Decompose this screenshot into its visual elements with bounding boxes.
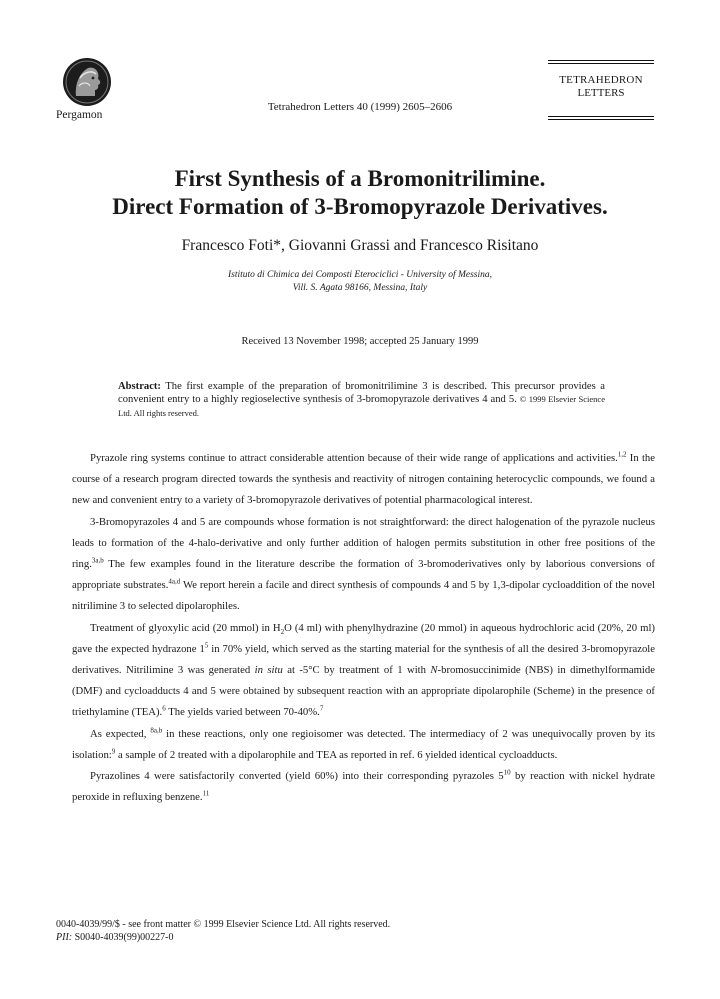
publisher-name: Pergamon bbox=[56, 109, 103, 121]
paragraph-4 bbox=[72, 724, 655, 766]
p3-text-e: -bromosuccinimide (NBS) in dimethylformamide (DMF) and cycloadducts 4 and 5 were obtained by subsequent reaction with an appropriate dipolarophile (Scheme) in the presence of triethylamine (TEA). bbox=[72, 664, 655, 719]
abstract bbox=[118, 380, 605, 420]
p2-ref-2: 4a,d bbox=[168, 577, 181, 586]
p3-in-situ: in situ bbox=[254, 664, 283, 677]
paragraph-1 bbox=[72, 448, 655, 512]
p5-ref-2: 11 bbox=[202, 789, 210, 798]
p4-ref-1: 8a,b bbox=[150, 726, 163, 735]
body-text bbox=[72, 448, 655, 808]
p3-n-italic: N bbox=[430, 664, 438, 677]
p5-text-a: Pyrazolines 4 were satisfactorily converted (yield 60%) into their corresponding pyrazoles 5 bbox=[90, 770, 504, 783]
p1-text-b: In the course of a research program directed towards the synthesis and reactivity of nitrogen containing heterocyclic compounds, we found a new and convenient entry to a variety of 3-bromopyrazole derivatives of potential pharmacological interest. bbox=[72, 452, 655, 507]
footer-copyright: 0040-4039/99/$ - see front matter © 1999 Elsevier Science Ltd. All rights reserved. bbox=[56, 919, 391, 930]
pii-label: PII: bbox=[56, 932, 73, 943]
brand-rule-top-2 bbox=[548, 63, 654, 64]
p3-ref-2: 6 bbox=[162, 704, 166, 713]
paper-title-line-2: Direct Formation of 3-Bromopyrazole Derivatives. bbox=[112, 194, 608, 219]
p3-ref-3: 7 bbox=[319, 704, 324, 713]
p4-text-c: a sample of 2 treated with a dipolarophile and TEA as reported in ref. 6 yielded identical cycloadducts. bbox=[115, 748, 558, 761]
paragraph-5 bbox=[72, 766, 655, 808]
p3-text-c: in 70% yield, which served as the starting material for the synthesis of all the desired 3-bromopyrazole derivatives. Nitrilimine 3 was generated bbox=[72, 642, 656, 677]
p3-subscript: 2 bbox=[280, 627, 285, 636]
brand-line-2: LETTERS bbox=[577, 87, 625, 99]
p4-text-a: As expected, bbox=[90, 727, 151, 740]
p2-ref-1: 3a,b bbox=[91, 556, 104, 565]
affiliation-line-2: Vill. S. Agata 98166, Messina, Italy bbox=[292, 283, 428, 293]
footer-pii bbox=[56, 931, 390, 944]
p2-text-b: The few examples found in the literature describe the formation of 3-bromoderivatives only by laborious conversions of appropriate substrates. bbox=[72, 558, 655, 592]
p5-ref-1: 10 bbox=[503, 768, 511, 777]
paper-title-line-1: First Synthesis of a Bromonitrilimine. bbox=[174, 166, 546, 191]
journal-reference: Tetrahedron Letters 40 (1999) 2605–2606 bbox=[267, 101, 453, 113]
p1-text-a: Pyrazole ring systems continue to attract considerable attention because of their wide range of applications and activities. bbox=[90, 452, 618, 464]
authors: Francesco Foti*, Giovanni Grassi and Francesco Risitano bbox=[181, 237, 539, 254]
paragraph-3 bbox=[72, 618, 655, 724]
abstract-text: The first example of the preparation of bromonitrilimine 3 is described. This precursor provides a convenient entry to a highly regioselective synthesis of 3-bromopyrazole derivatives 4 and 5. bbox=[118, 381, 605, 406]
affiliation-line-1: Istituto di Chimica dei Composti Eterociclici - University of Messina, bbox=[227, 270, 493, 280]
journal-brand bbox=[548, 60, 654, 122]
p3-ref-1: 5 bbox=[204, 641, 209, 650]
brand-rule-top bbox=[548, 60, 654, 61]
p4-ref-2: 9 bbox=[111, 747, 116, 756]
paragraph-2 bbox=[72, 512, 655, 618]
p2-text-c: We report herein a facile and direct synthesis of compounds 4 and 5 by 1,3-dipolar cycloaddition of the novel nitrilimine 3 to selected dipolarophiles. bbox=[72, 579, 656, 613]
p3-text-f: The yields varied between 70-40%. bbox=[165, 706, 320, 719]
pii-value: S0040-4039(99)00227-0 bbox=[74, 932, 174, 943]
p1-ref-1: 1,2 bbox=[617, 450, 627, 459]
p4-text-b: in these reactions, only one regioisomer was detected. The intermediacy of 2 was unequivocally proven by its isolation: bbox=[72, 727, 655, 761]
brand-line-1: TETRAHEDRON bbox=[559, 74, 643, 86]
p5-text-b: by reaction with nickel hydrate peroxide in refluxing benzene. bbox=[72, 770, 655, 804]
p3-text-b: O (4 ml) with phenylhydrazine (20 mmol) in aqueous hydrochloric acid (20%, 20 ml) gave the expected hydrazone 1 bbox=[72, 621, 655, 655]
p2-text-a: 3-Bromopyrazoles 4 and 5 are compounds whose formation is not straightforward: the direct halogenation of the pyrazole nucleus leads to formation of the 4-halo-derivative and only further addition of halogen permits substitution in other free positions of the ring. bbox=[72, 515, 655, 571]
abstract-copyright: © 1999 Elsevier Science Ltd. All rights reserved. bbox=[118, 394, 605, 418]
abstract-label: Abstract: bbox=[118, 381, 161, 392]
p3-text-d: at -5°C by treatment of 1 with bbox=[282, 664, 431, 677]
brand-rule-bottom-2 bbox=[548, 119, 654, 120]
brand-rule-bottom bbox=[548, 116, 654, 117]
footer bbox=[56, 918, 390, 944]
p3-text-a: Treatment of glyoxylic acid (20 mmol) in H bbox=[90, 621, 281, 634]
received-dates: Received 13 November 1998; accepted 25 January 1999 bbox=[241, 336, 479, 347]
